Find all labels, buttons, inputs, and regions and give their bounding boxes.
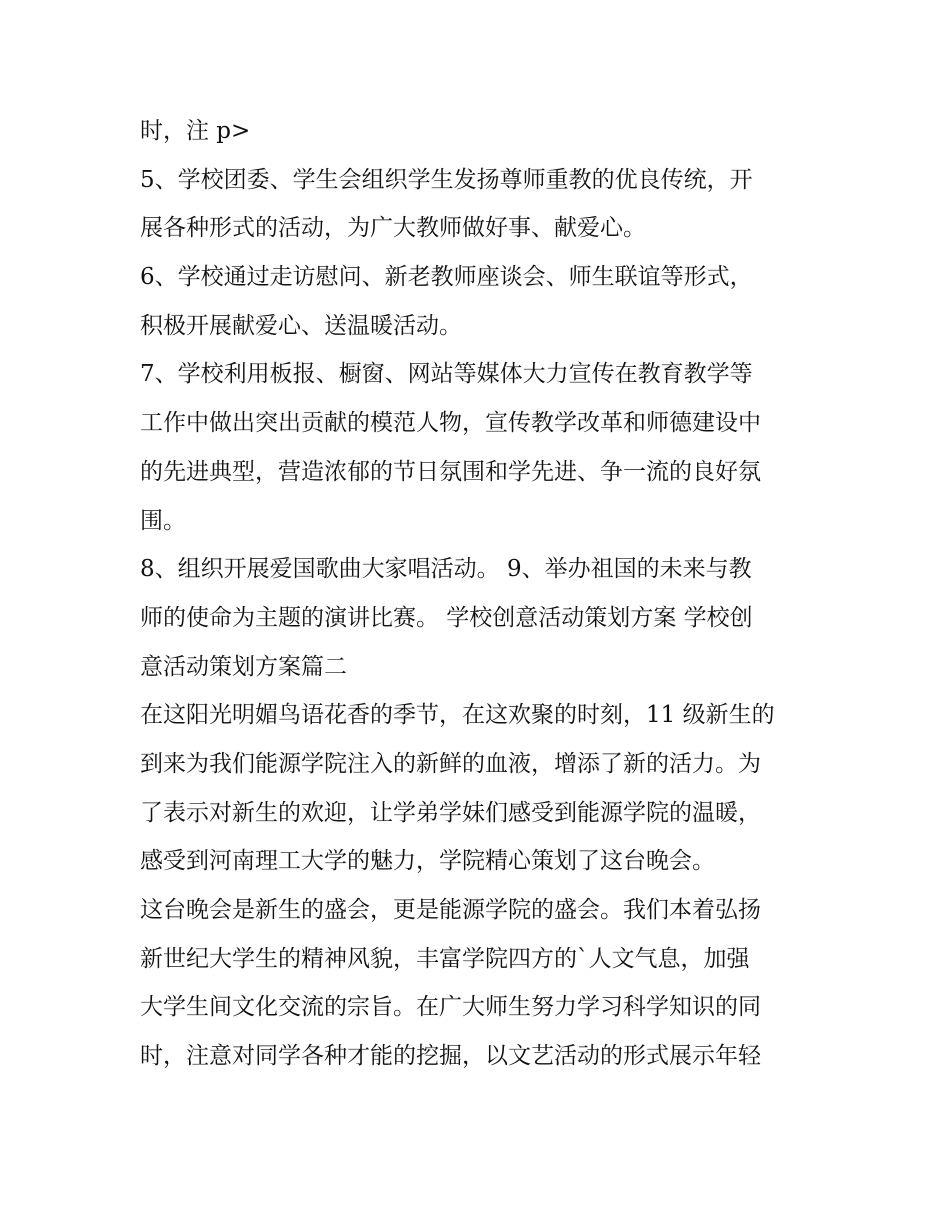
text-line: 的先进典型，营造浓郁的节日氛围和学先进、争一流的良好氛 bbox=[140, 458, 761, 485]
text-line: 7、学校利用板报、橱窗、网站等媒体大力宣传在教育教学等 bbox=[140, 361, 753, 388]
text-line: 新世纪大学生的精神风貌，丰富学院四方的`人文气息，加强 bbox=[140, 945, 750, 972]
text-line: 展各种形式的活动，为广大教师做好事、献爱心。 bbox=[140, 215, 646, 242]
text-line: 时，注意对同学各种才能的挖掘，以文艺活动的形式展示年轻 bbox=[140, 1043, 761, 1070]
text-line: 6、学校通过走访慰问、新老教师座谈会、师生联谊等形式， bbox=[140, 264, 753, 291]
text-line: 意活动策划方案篇二 bbox=[140, 653, 347, 680]
text-line: 在这阳光明媚鸟语花香的季节，在这欢聚的时刻，11 级新生的 bbox=[140, 702, 775, 729]
text-line: 8、组织开展爱国歌曲大家唱活动。 9、举办祖国的未来与教 bbox=[140, 556, 752, 583]
text-line: 5、学校团委、学生会组织学生发扬尊师重教的优良传统，开 bbox=[140, 166, 753, 193]
text-line: 大学生间文化交流的宗旨。在广大师生努力学习科学知识的同 bbox=[140, 994, 761, 1021]
text-line: 时，注 p> bbox=[140, 118, 251, 144]
document-body bbox=[140, 107, 820, 1081]
text-line: 感受到河南理工大学的魅力，学院精心策划了这台晚会。 bbox=[140, 848, 715, 875]
text-line: 了表示对新生的欢迎，让学弟学妹们感受到能源学院的温暖， bbox=[140, 799, 761, 826]
text-line: 围。 bbox=[140, 507, 186, 534]
text-line: 这台晚会是新生的盛会，更是能源学院的盛会。我们本着弘扬 bbox=[140, 897, 761, 923]
text-line: 工作中做出突出贡献的模范人物，宣传教学改革和师德建设中 bbox=[140, 410, 761, 437]
text-line: 师的使命为主题的演讲比赛。 学校创意活动策划方案 学校创 bbox=[140, 604, 753, 631]
text-line: 到来为我们能源学院注入的新鲜的血液，增添了新的活力。为 bbox=[140, 750, 761, 777]
text-line: 积极开展献爱心、送温暖活动。 bbox=[140, 312, 462, 339]
